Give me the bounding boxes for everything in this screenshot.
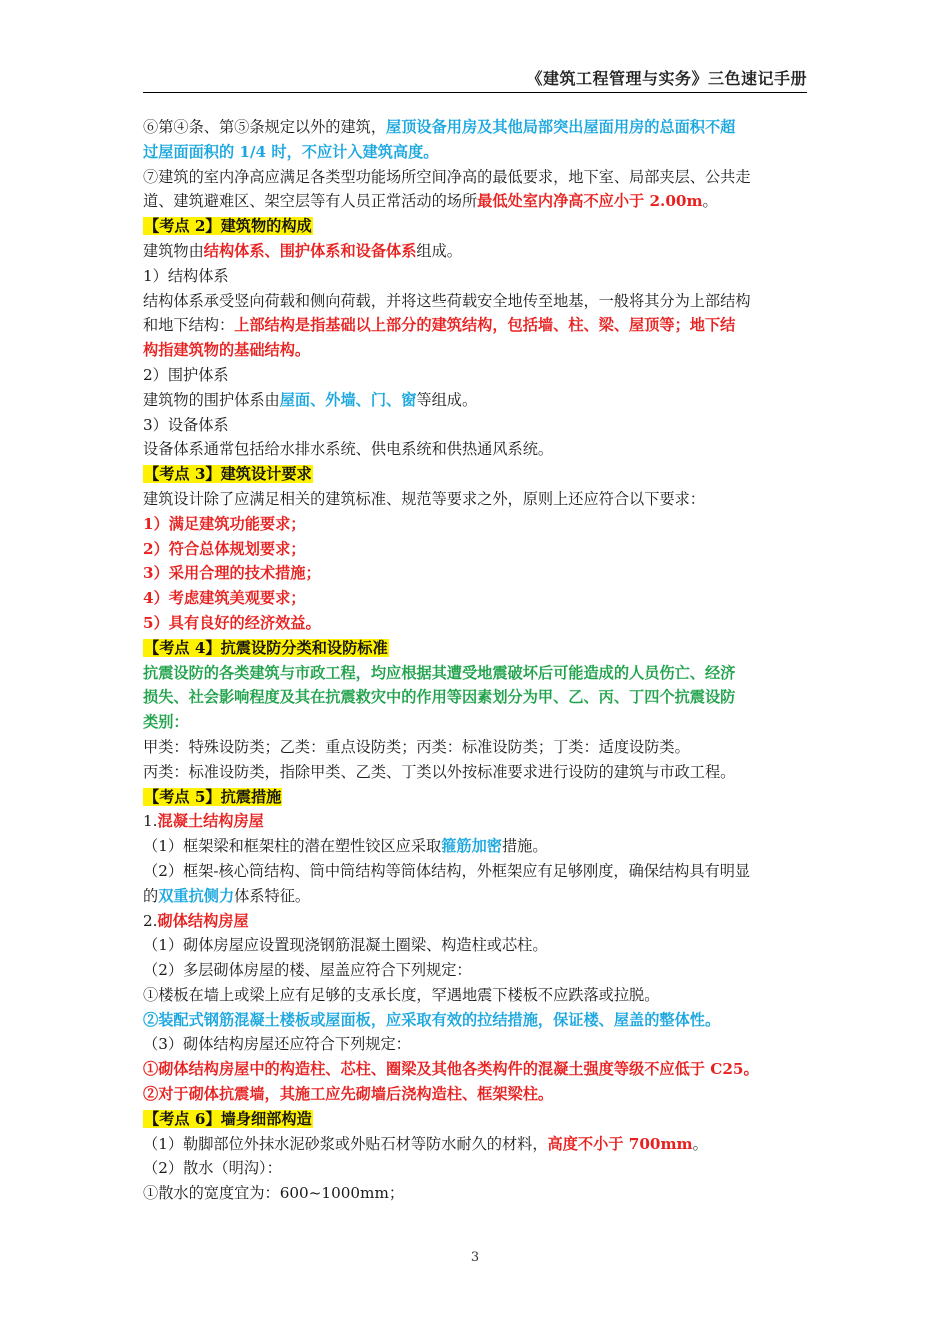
text-segment: 措施。	[501, 837, 548, 856]
text-segment: 高度不小于 700mm	[547, 1134, 693, 1153]
text-line	[143, 884, 811, 909]
text-line	[143, 1107, 811, 1132]
text-segment: ⑥第④条、第⑤条规定以外的建筑，	[143, 118, 386, 136]
text-line	[143, 462, 811, 487]
text-segment: 3）设备体系	[143, 415, 229, 434]
text-segment: 类别：	[143, 713, 189, 732]
text-segment: 1）满足建筑功能要求；	[143, 514, 306, 533]
text-segment: 和地下结构：	[143, 316, 235, 335]
text-segment: 组成。	[416, 241, 462, 260]
text-line	[143, 313, 811, 338]
text-line	[143, 413, 811, 438]
text-line	[143, 487, 811, 512]
text-line	[143, 239, 811, 264]
text-line	[143, 140, 811, 165]
text-line	[143, 834, 811, 859]
text-segment: 2）围护体系	[143, 365, 229, 384]
text-line	[143, 710, 811, 735]
text-segment: （3）砌体结构房屋还应符合下列规定：	[143, 1035, 411, 1054]
text-segment: ⑦建筑的室内净高应满足各类型功能场所空间净高的最低要求，地下室、局部夹层、公共走	[143, 167, 751, 186]
text-segment: （2）散水（明沟）：	[143, 1159, 282, 1178]
text-segment: 箍筋加密	[441, 837, 502, 856]
text-segment: 建筑物的围护体系由	[143, 390, 280, 409]
text-line	[143, 338, 811, 363]
text-line	[143, 561, 811, 586]
text-segment: 3）采用合理的技术措施；	[143, 564, 321, 583]
text-line	[143, 958, 811, 983]
text-segment: ②对于砌体抗震墙，其施工应先砌墙后浇构造柱、框架梁柱。	[143, 1085, 554, 1104]
text-segment: 设备体系通常包括给水排水系统、供电系统和供热通风系统。	[143, 440, 554, 459]
header-title: 《建筑工程管理与实务》三色速记手册	[526, 69, 807, 88]
text-line	[143, 537, 811, 562]
text-segment: 。	[692, 1134, 708, 1153]
text-segment: （2）多层砌体房屋的楼、屋盖应符合下列规定：	[143, 961, 472, 980]
text-segment: 上部结构是指基础以上部分的建筑结构，包括墙、柱、梁、屋顶等；地下结	[234, 316, 736, 335]
text-segment: 损失、社会影响程度及其在抗震救灾中的作用等因素划分为甲、乙、丙、丁四个抗震设防	[143, 688, 736, 707]
section-heading: 【考点 6】墙身细部构造	[144, 1109, 312, 1128]
text-line	[143, 289, 811, 314]
text-segment: 4）考虑建筑美观要求；	[143, 589, 306, 608]
text-segment: 道、建筑避难区、架空层等有人员正常活动的场所	[143, 192, 478, 211]
text-segment: 过屋面面积的 1/4 时，不应计入建筑高度。	[143, 142, 439, 161]
text-segment: 丙类：标准设防类，指除甲类、乙类、丁类以外按标准要求进行设防的建筑与市政工程。	[143, 762, 736, 781]
text-line	[143, 760, 811, 785]
text-line	[143, 115, 811, 140]
text-segment: 屋面、外墙、门、窗	[279, 390, 417, 409]
text-segment: 抗震设防的各类建筑与市政工程，均应根据其遭受地震破坏后可能造成的人员伤亡、经济	[143, 663, 736, 682]
text-line	[143, 735, 811, 760]
text-line	[143, 214, 811, 239]
text-segment: 1.	[143, 812, 158, 831]
text-segment: 构指建筑物的基础结构。	[143, 341, 311, 360]
text-line	[143, 636, 811, 661]
text-line	[143, 661, 811, 686]
text-segment: ②装配式钢筋混凝土楼板或屋面板，应采取有效的拉结措施，保证楼、屋盖的整体性。	[143, 1010, 721, 1029]
text-segment: 屋顶设备用房及其他局部突出屋面用房的总面积不超	[386, 118, 736, 136]
text-line	[143, 165, 811, 190]
text-segment: ①散水的宽度宜为：600~1000mm；	[143, 1184, 405, 1203]
text-line	[143, 1181, 811, 1206]
text-line	[143, 1082, 811, 1107]
text-segment: 砌体结构房屋	[157, 911, 249, 930]
text-line	[143, 933, 811, 958]
text-line	[143, 586, 811, 611]
text-segment: 建筑设计除了应满足相关的建筑标准、规范等要求之外，原则上还应符合以下要求：	[143, 489, 705, 508]
text-segment: 1）结构体系	[143, 266, 229, 285]
text-segment: （1）勒脚部位外抹水泥砂浆或外贴石材等防水耐久的材料，	[143, 1134, 548, 1153]
text-line	[143, 909, 811, 934]
text-segment: 2）符合总体规划要求；	[143, 539, 306, 558]
text-line	[143, 785, 811, 810]
page-header	[143, 66, 807, 93]
text-line	[143, 1156, 811, 1181]
section-heading: 【考点 5】抗震措施	[144, 787, 282, 806]
document-body	[143, 115, 811, 1206]
text-line	[143, 809, 811, 834]
text-segment: ①砌体结构房屋中的构造柱、芯柱、圈梁及其他各类构件的混凝土强度等级不应低于 C25。	[143, 1060, 759, 1079]
text-segment: 混凝土结构房屋	[157, 812, 264, 831]
text-segment: （2）框架-核心筒结构、筒中筒结构等筒体结构，外框架应有足够刚度，确保结构具有明显	[143, 861, 751, 880]
text-line	[143, 1057, 811, 1082]
text-segment: ①楼板在墙上或梁上应有足够的支承长度，罕遇地震下楼板不应跌落或拉脱。	[143, 985, 660, 1004]
text-segment: （1）砌体房屋应设置现浇钢筋混凝土圈梁、构造柱或芯柱。	[143, 936, 548, 955]
text-segment: 。	[702, 192, 718, 211]
text-line	[143, 512, 811, 537]
text-line	[143, 859, 811, 884]
text-segment: 的	[143, 886, 159, 905]
text-segment: 2.	[143, 911, 158, 930]
text-segment: 双重抗侧力	[158, 886, 235, 905]
text-segment: 体系特征。	[234, 886, 311, 905]
text-segment: 5）具有良好的经济效益。	[143, 613, 321, 632]
section-heading: 【考点 3】建筑设计要求	[144, 465, 312, 484]
text-segment: 建筑物由	[143, 241, 204, 260]
text-line	[143, 1008, 811, 1033]
text-segment: 结构体系、围护体系和设备体系	[203, 241, 417, 260]
text-line	[143, 611, 811, 636]
section-heading: 【考点 2】建筑物的构成	[144, 217, 312, 236]
text-line	[143, 1132, 811, 1157]
text-line	[143, 363, 811, 388]
text-segment: 最低处室内净高不应小于 2.00m	[477, 192, 703, 211]
text-line	[143, 1032, 811, 1057]
text-line	[143, 685, 811, 710]
page-number: 3	[470, 1250, 480, 1265]
text-line	[143, 189, 811, 214]
text-segment: 结构体系承受竖向荷载和侧向荷载，并将这些荷载安全地传至地基，一般将其分为上部结构	[143, 291, 751, 310]
text-segment: （1）框架梁和框架柱的潜在塑性铰区应采取	[143, 837, 442, 856]
text-line	[143, 983, 811, 1008]
section-heading: 【考点 4】抗震设防分类和设防标准	[144, 638, 388, 657]
text-line	[143, 437, 811, 462]
text-segment: 甲类：特殊设防类；乙类：重点设防类；丙类：标准设防类；丁类：适度设防类。	[143, 737, 690, 756]
text-line	[143, 388, 811, 413]
text-line	[143, 264, 811, 289]
text-segment: 等组成。	[416, 390, 478, 409]
